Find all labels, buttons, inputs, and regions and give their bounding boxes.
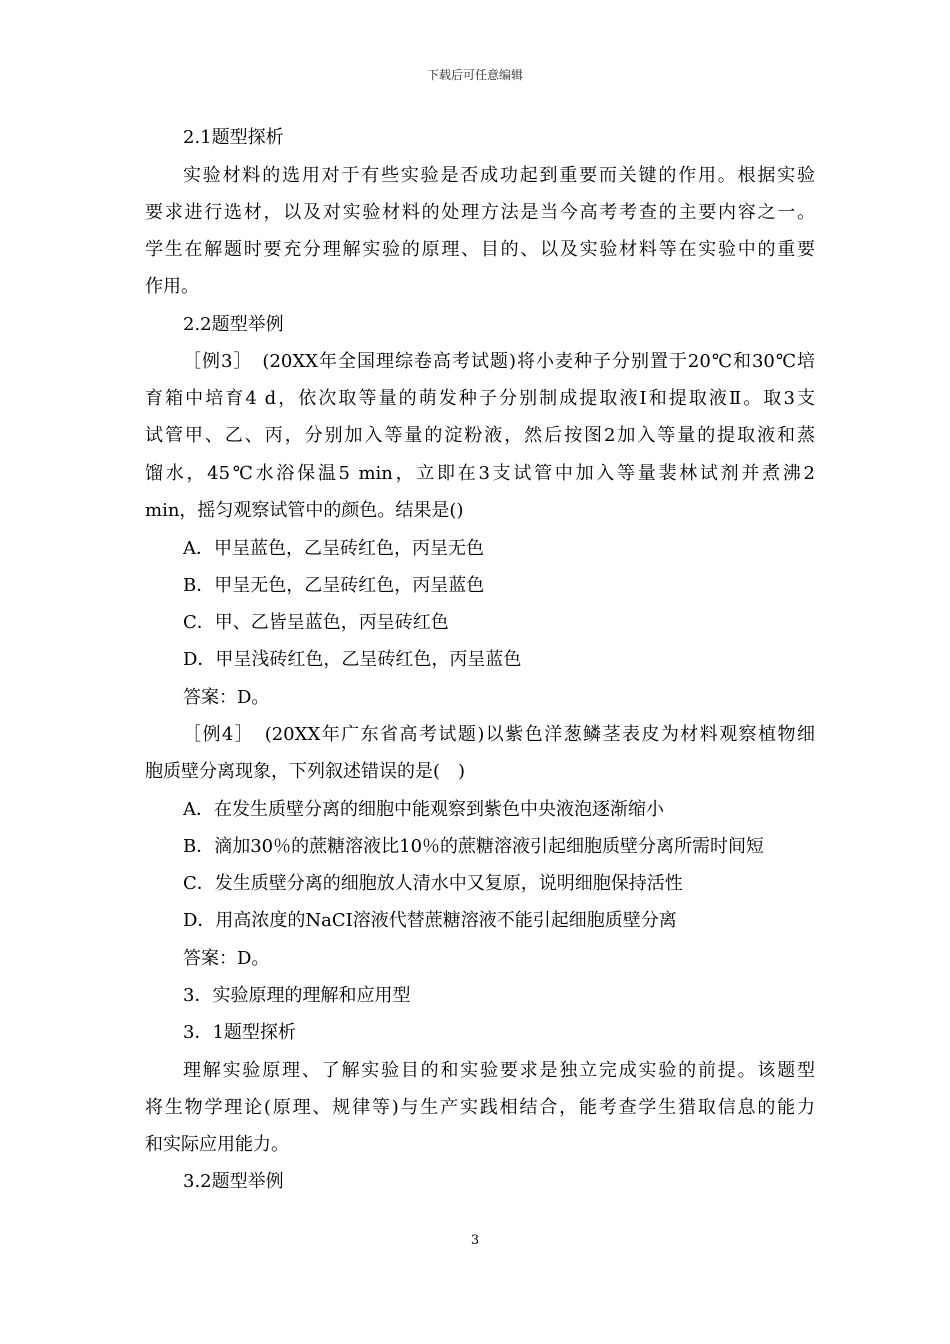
- text-line: 和实际应用能力。: [145, 1134, 289, 1155]
- text-line: ［例4］ (20XX年广东省高考试题)以紫色洋葱鳞茎表皮为材料观察植物细: [183, 724, 815, 745]
- text-line: ［例3］ (20XX年全国理综卷高考试题)将小麦种子分别置于20℃和30℃培: [183, 351, 815, 372]
- text-line: 学生在解题时要充分理解实验的原理、目的、以及实验材料等在实验中的重要: [145, 239, 815, 260]
- text-line: 3．1题型探析: [183, 1022, 296, 1043]
- text-line: C．甲、乙皆呈蓝色，丙呈砖红色: [183, 612, 449, 633]
- text-line: 实验材料的选用对于有些实验是否成功起到重要而关键的作用。根据实验: [183, 165, 815, 186]
- text-line: D．用高浓度的NaCI溶液代替蔗糖溶液不能引起细胞质壁分离: [183, 910, 677, 931]
- text-line: 要求进行选材，以及对实验材料的处理方法是当今高考考查的主要内容之一。: [145, 202, 815, 223]
- text-line: 答案：D。: [183, 687, 270, 708]
- page-header: 下载后可任意编辑: [426, 68, 523, 82]
- text-line: 2.1题型探析: [183, 127, 284, 148]
- text-line: A．在发生质壁分离的细胞中能观察到紫色中央液泡逐渐缩小: [183, 799, 664, 820]
- text-line: 2.2题型举例: [183, 314, 284, 335]
- text-line: 胞质壁分离现象，下列叙述错误的是( ): [145, 761, 466, 782]
- text-line: 育箱中培育4 d，依次取等量的萌发种子分别制成提取液Ⅰ和提取液Ⅱ。取3支: [145, 388, 815, 409]
- text-line: 3．实验原理的理解和应用型: [183, 985, 411, 1006]
- text-line: A．甲呈蓝色，乙呈砖红色，丙呈无色: [183, 538, 484, 559]
- text-line: 馏水，45℃水浴保温5 min，立即在3支试管中加入等量裴林试剂并煮沸2: [145, 463, 815, 484]
- text-line: 答案：D。: [183, 948, 270, 969]
- page-number: 3: [470, 1233, 480, 1248]
- text-line: 3.2题型举例: [183, 1171, 284, 1192]
- text-line: B．甲呈无色，乙呈砖红色，丙呈蓝色: [183, 575, 485, 596]
- text-line: 将生物学理论(原理、规律等)与生产实践相结合，能考查学生猎取信息的能力: [145, 1097, 815, 1118]
- text-line: 理解实验原理、了解实验目的和实验要求是独立完成实验的前提。该题型: [183, 1060, 815, 1081]
- text-line: 试管甲、乙、丙，分别加入等量的淀粉液，然后按图2加入等量的提取液和蒸: [145, 425, 815, 446]
- text-line: min，摇匀观察试管中的颜色。结果是(): [145, 500, 464, 521]
- text-line: D．甲呈浅砖红色，乙呈砖红色，丙呈蓝色: [183, 649, 522, 670]
- text-line: B．滴加30％的蔗糖溶液比10％的蔗糖溶液引起细胞质壁分离所需时间短: [183, 836, 765, 857]
- text-line: C．发生质壁分离的细胞放人清水中又复原，说明细胞保持活性: [183, 873, 683, 894]
- text-line: 作用。: [145, 276, 199, 297]
